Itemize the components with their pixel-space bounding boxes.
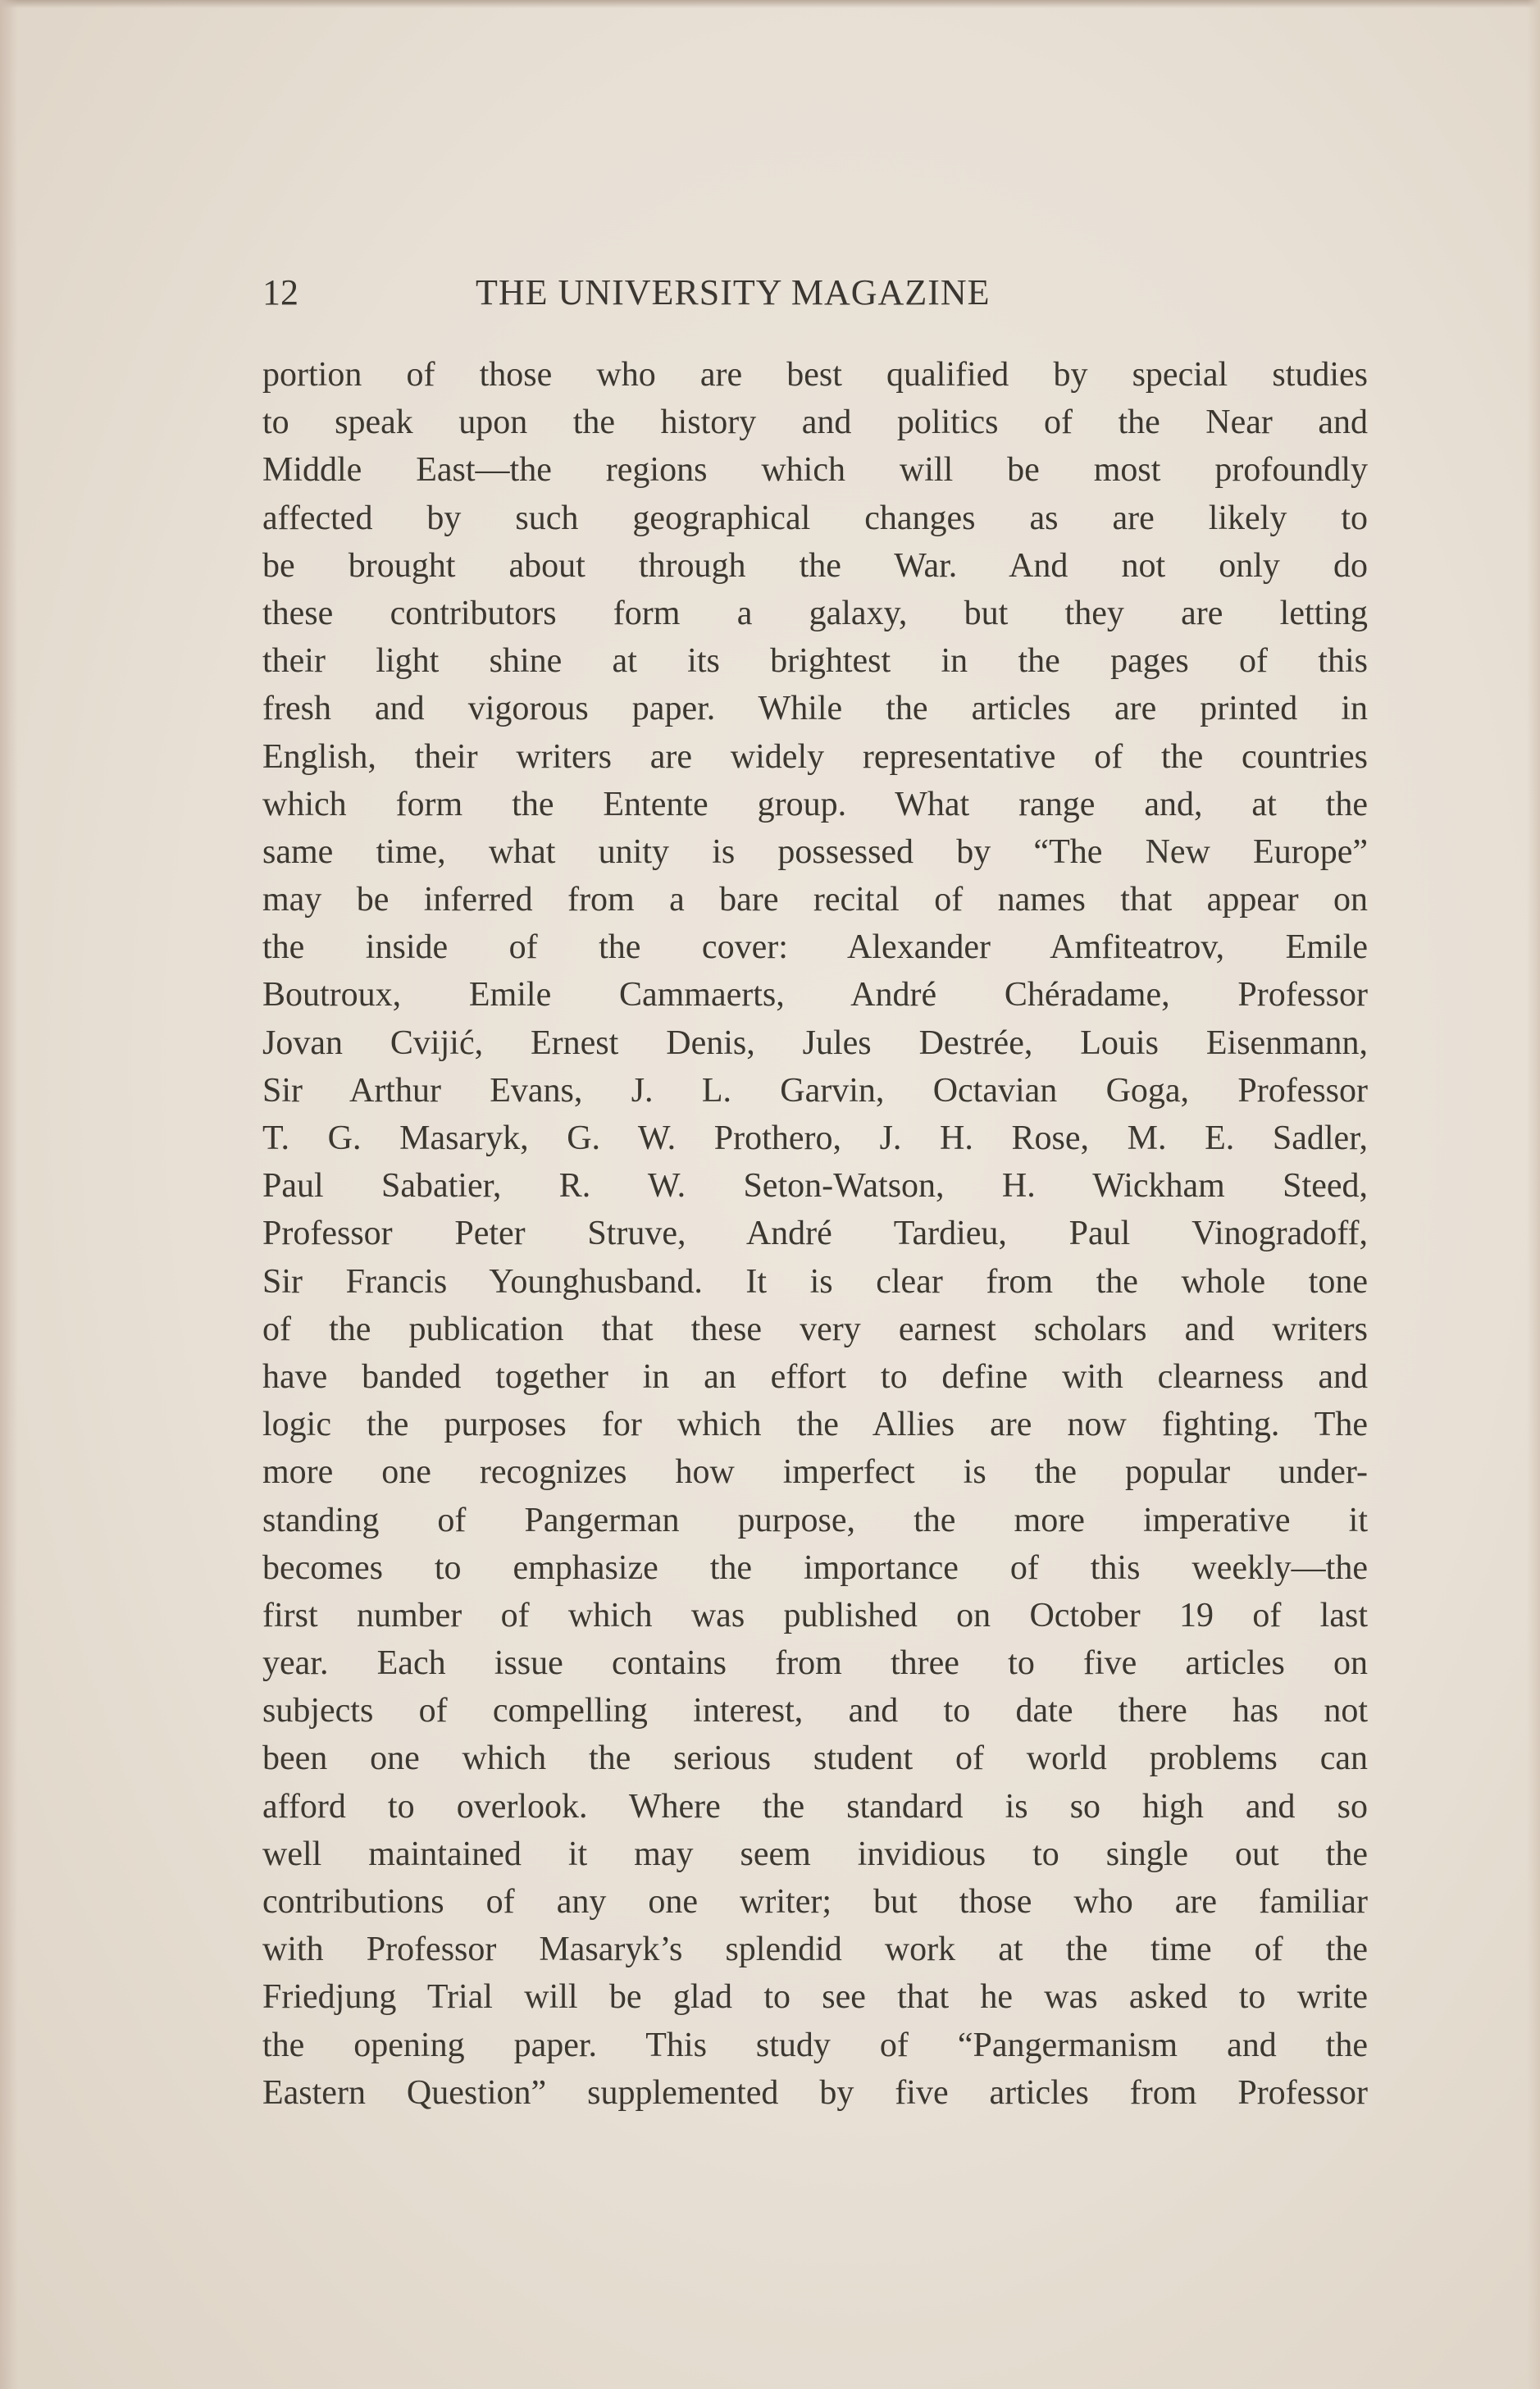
- text-line: to speak upon the history and politics of the Near and: [262, 403, 1368, 442]
- text-line: Friedjung Trial will be glad to see that he was asked to write: [262, 1978, 1368, 2017]
- text-line: Boutroux, Emile Cammaerts, André Chéradame, Professor: [262, 976, 1368, 1014]
- page-binding-edge: [0, 0, 18, 2389]
- text-line: becomes to emphasize the importance of this weekly—the: [262, 1548, 1368, 1587]
- text-line: Eastern Question” supplemented by five articles from Professor: [262, 2073, 1368, 2112]
- page-top-edge: [0, 0, 1540, 8]
- text-line: more one recognizes how imperfect is the popular under-: [262, 1453, 1368, 1492]
- text-line: fresh and vigorous paper. While the articles are printed in: [262, 690, 1368, 728]
- text-line: first number of which was published on October 19 of last: [262, 1596, 1368, 1634]
- text-line: which form the Entente group. What range and, at the: [262, 785, 1368, 823]
- text-line: the opening paper. This study of “Pangermanism and the: [262, 2026, 1368, 2064]
- text-line: with Professor Masaryk’s splendid work at the time of the: [262, 1931, 1368, 1969]
- text-line: Paul Sabatier, R. W. Seton-Watson, H. Wickham Steed,: [262, 1167, 1368, 1206]
- text-line: be brought about through the War. And not only do: [262, 546, 1368, 585]
- text-line: have banded together in an effort to define with clearness and: [262, 1357, 1368, 1396]
- text-line: standing of Pangerman purpose, the more imperative it: [262, 1501, 1368, 1539]
- running-head: [262, 264, 1144, 321]
- text-line: been one which the serious student of world problems can: [262, 1739, 1368, 1778]
- text-line: these contributors form a galaxy, but they are letting: [262, 594, 1368, 632]
- text-line: the inside of the cover: Alexander Amfiteatrov, Emile: [262, 928, 1368, 967]
- text-line: logic the purposes for which the Allies are now fighting. The: [262, 1406, 1368, 1444]
- text-line: English, their writers are widely representative of the countries: [262, 737, 1368, 776]
- text-line: well maintained it may seem invidious to single out the: [262, 1835, 1368, 1873]
- text-line: same time, what unity is possessed by “The New Europe”: [262, 832, 1368, 871]
- text-line: portion of those who are best qualified by special studies: [262, 356, 1368, 394]
- text-line: Professor Peter Struve, André Tardieu, Paul Vinogradoff,: [262, 1215, 1368, 1253]
- text-line: of the publication that these very earnest scholars and writers: [262, 1310, 1368, 1348]
- text-line: contributions of any one writer; but those who are familiar: [262, 1883, 1368, 1921]
- text-line: T. G. Masaryk, G. W. Prothero, J. H. Rose, M. E. Sadler,: [262, 1119, 1368, 1157]
- text-line: Sir Arthur Evans, J. L. Garvin, Octavian Goga, Professor: [262, 1071, 1368, 1110]
- text-line: Sir Francis Younghusband. It is clear from the whole tone: [262, 1262, 1368, 1301]
- text-line: Middle East—the regions which will be most profoundly: [262, 451, 1368, 490]
- text-line: afford to overlook. Where the standard is so high and so: [262, 1787, 1368, 1826]
- page-number: 12: [262, 272, 298, 312]
- text-line: Jovan Cvijić, Ernest Denis, Jules Destrée, Louis Eisenmann,: [262, 1024, 1368, 1062]
- text-line: affected by such geographical changes as are likely to: [262, 499, 1368, 537]
- text-line: year. Each issue contains from three to five articles on: [262, 1644, 1368, 1683]
- magazine-title: THE UNIVERSITY MAGAZINE: [476, 272, 991, 312]
- text-line: may be inferred from a bare recital of names that appear on: [262, 881, 1368, 919]
- text-line: their light shine at its brightest in the pages of this: [262, 642, 1368, 681]
- page-outer-edge: [1527, 0, 1540, 2389]
- body-text: [262, 351, 1368, 2117]
- text-line: subjects of compelling interest, and to date there has not: [262, 1692, 1368, 1730]
